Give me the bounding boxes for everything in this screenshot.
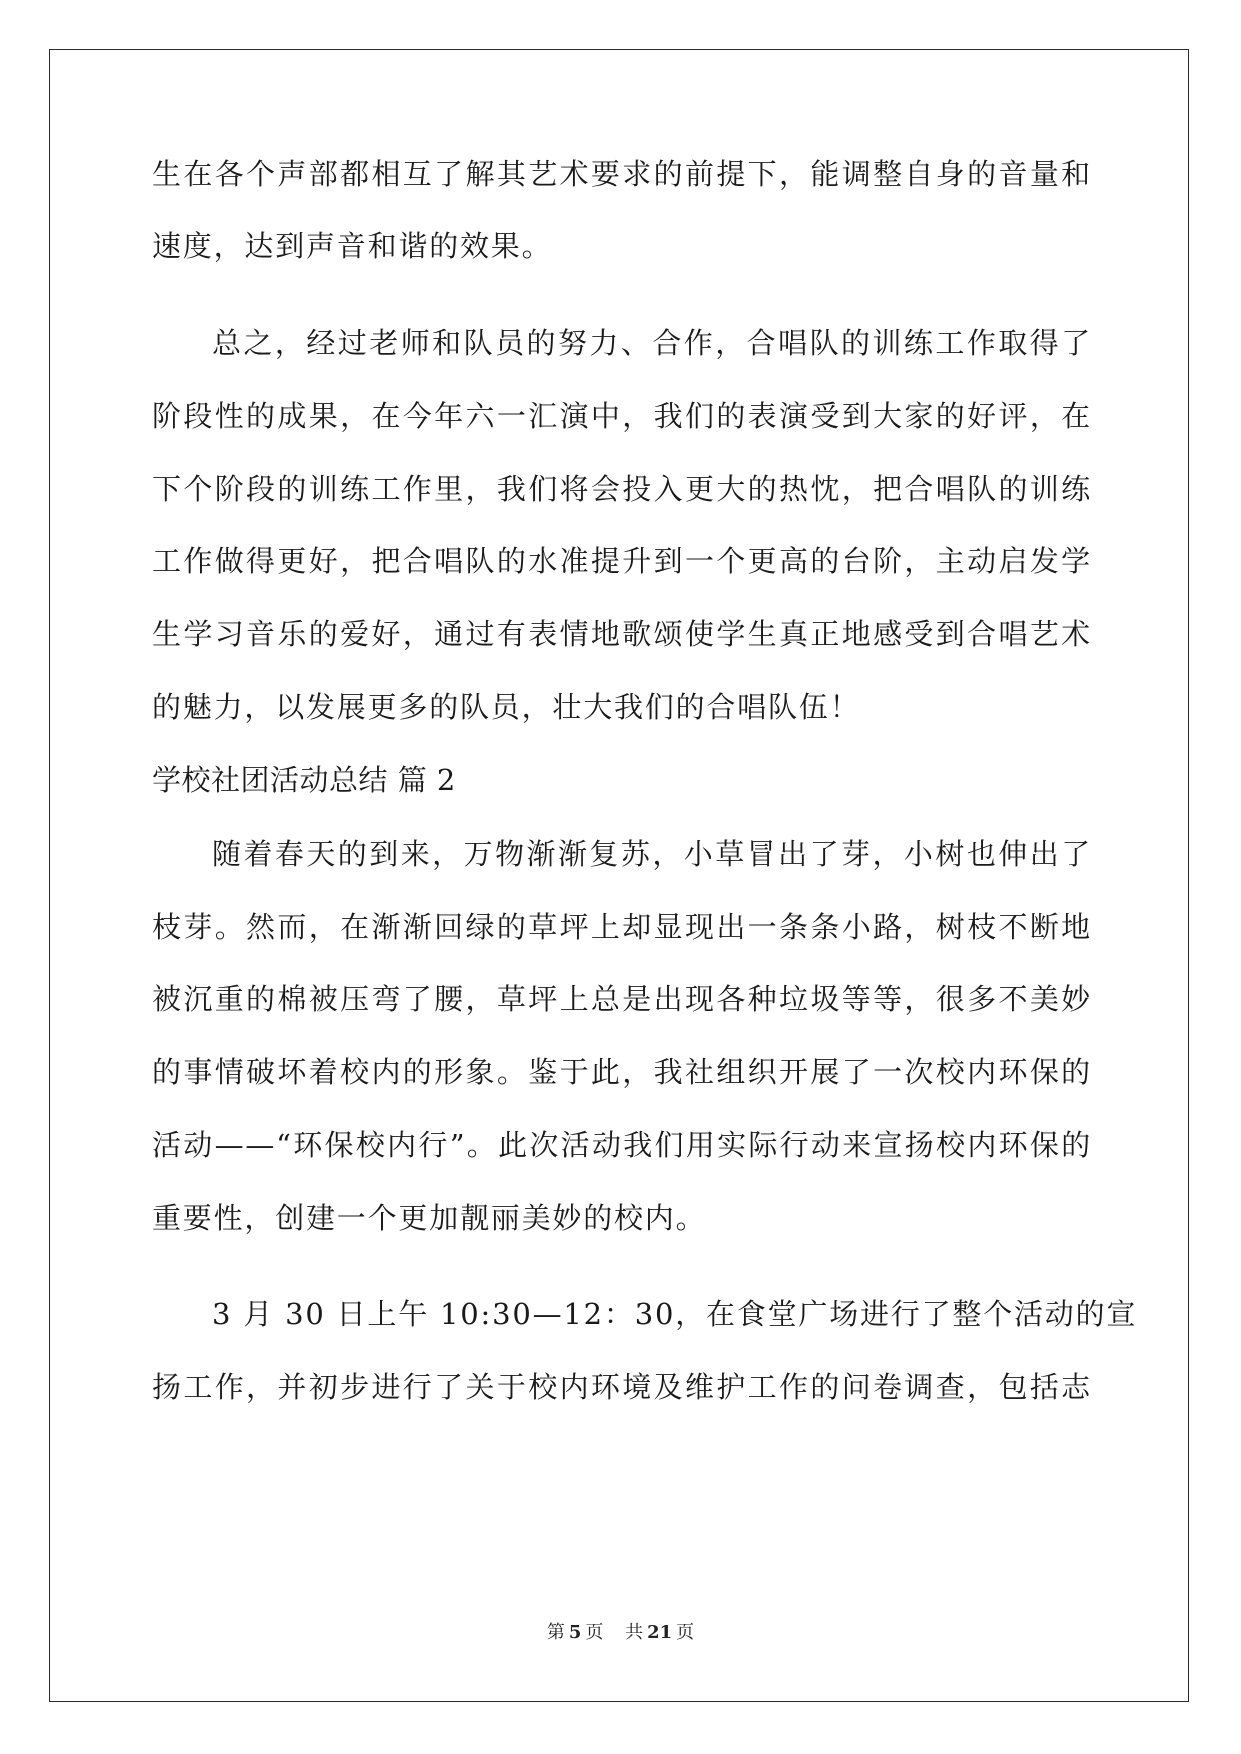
footer-total-prefix: 共 [625,1622,644,1643]
current-page: 5 [568,1622,582,1643]
page-border [49,49,1189,1702]
footer-total-suffix: 页 [676,1622,695,1643]
text-line: 阶段性的成果，在今年六一汇演中，我们的表演受到大家的好评，在 [152,399,1092,433]
footer-prefix: 第 [546,1622,565,1643]
total-pages: 21 [647,1622,673,1643]
text-line: 总之，经过老师和队员的努力、合作，合唱队的训练工作取得了 [212,326,1092,360]
text-line: 工作做得更好，把合唱队的水准提升到一个更高的台阶，主动启发学 [152,544,1092,578]
text-line: 随着春天的到来，万物渐渐复苏，小草冒出了芽，小树也伸出了 [212,837,1092,871]
page-number [543,1622,608,1643]
text-line: 速度，达到声音和谐的效果。 [152,229,553,263]
text-line: 下个阶段的训练工作里，我们将会投入更大的热忱，把合唱队的训练 [152,472,1092,506]
text-line: 扬工作，并初步进行了关于校内环境及维护工作的问卷调查，包括志 [152,1370,1092,1404]
section-heading: 学校社团活动总结 篇 2 [152,763,456,797]
page-footer [0,1622,1241,1644]
text-line: 被沉重的棉被压弯了腰，草坪上总是出现各种垃圾等等，很多不美妙 [152,982,1092,1016]
text-line: 的魅力，以发展更多的队员，壮大我们的合唱队伍！ [152,690,861,724]
page-total [621,1622,698,1643]
text-line: 重要性，创建一个更加靓丽美妙的校内。 [152,1201,707,1235]
text-line: 的事情破坏着校内的形象。鉴于此，我社组织开展了一次校内环保的 [152,1055,1092,1089]
text-line: 活动——“环保校内行”。此次活动我们用实际行动来宣扬校内环保的 [152,1128,1092,1162]
text-line: 3 月 30 日上午 10:30—12：30，在食堂广场进行了整个活动的宣 [212,1297,1138,1331]
text-line: 生学习音乐的爱好，通过有表情地歌颂使学生真正地感受到合唱艺术 [152,617,1092,651]
footer-page-suffix: 页 [585,1622,604,1643]
text-line: 生在各个声部都相互了解其艺术要求的前提下，能调整自身的音量和 [152,157,1092,191]
text-line: 枝芽。然而，在渐渐回绿的草坪上却显现出一条条小路，树枝不断地 [152,910,1092,944]
